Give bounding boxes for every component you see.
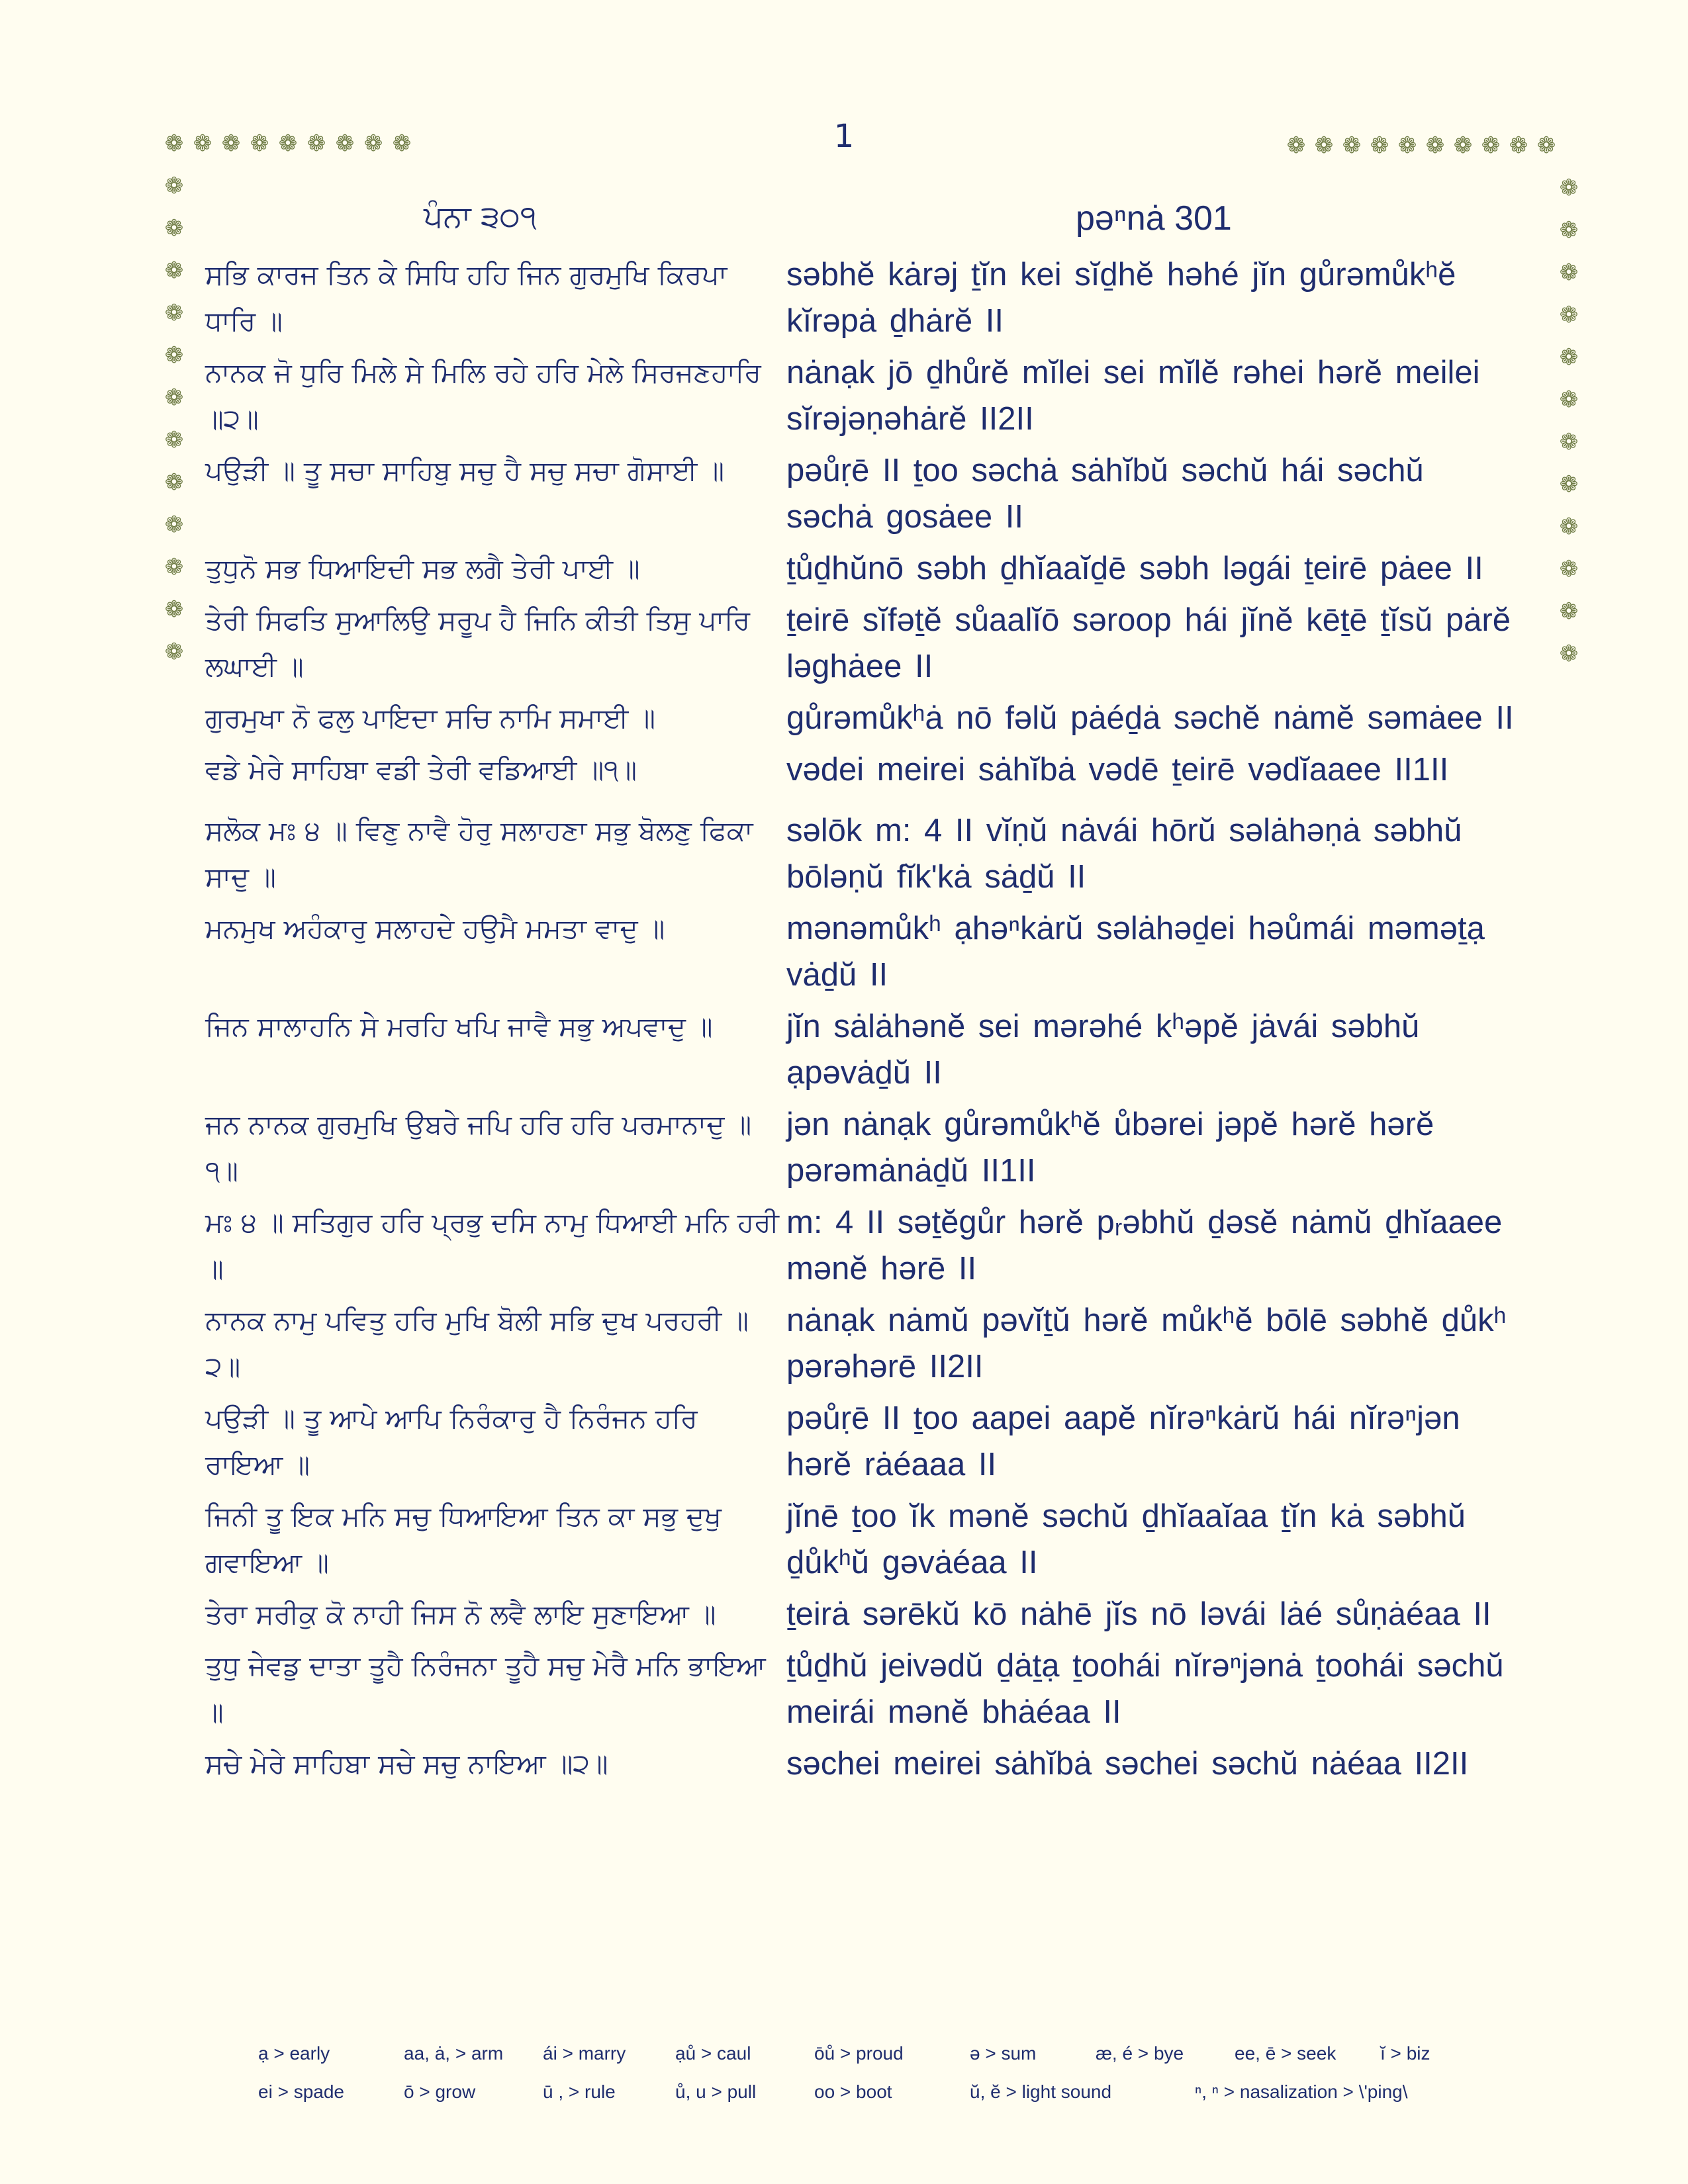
legend-row: [258, 2034, 1516, 2073]
gurmukhi-line: ਪਉੜੀ ॥ ਤੂ ਆਪੇ ਆਪਿ ਨਿਰੰਕਾਰੁ ਹੈ ਨਿਰੰਜਨ ਹਰਿ ਰਾਇਆ ॥: [205, 1402, 698, 1480]
gurmukhi-line: ਸਲੋਕ ਮਃ ੪ ॥ ਵਿਣੁ ਨਾਵੈ ਹੋਰੁ ਸਲਾਹਣਾ ਸਭੁ ਬੋਲਣੁ ਫਿਕਾ ਸਾਦੁ ॥: [205, 815, 753, 893]
gurmukhi-line: ਸਚੇ ਮੇਰੇ ਸਾਹਿਬਾ ਸਚੇ ਸਚੁ ਨਾਇਆ ॥੨॥: [205, 1748, 608, 1780]
verse-row: [205, 1493, 1523, 1586]
flower-ornament-icon: ❁: [335, 130, 355, 157]
verse-row: [205, 807, 1523, 900]
gurmukhi-line: ਪਉੜੀ ॥ ਤੂ ਸਚਾ ਸਾਹਿਬੁ ਸਚੁ ਹੈ ਸਚੁ ਸਚਾ ਗੋਸਾਈ ॥: [205, 455, 725, 486]
transliteration-line: ṯůḏhŭ jeivədŭ ḏȧṯạ ṯoohái nĭrəⁿjənȧ ṯoohái səchŭ meirái mənĕ bhȧéaa II: [786, 1648, 1504, 1730]
gurmukhi-line: ਤੁਧੁਨੋ ਸਭ ਧਿਆਇਦੀ ਸਭ ਲਗੈ ਤੇਰੀ ਪਾਈ ॥: [205, 553, 640, 584]
verse-row: [205, 1643, 1523, 1735]
flower-ornament-icon: ❁: [392, 130, 412, 157]
flower-ornament-icon: ❁: [1314, 132, 1334, 159]
verse-row: [205, 1101, 1523, 1194]
gurmukhi-line: ਨਾਨਕ ਨਾਮੁ ਪਵਿਤੁ ਹਰਿ ਮੁਖਿ ਬੋਲੀ ਸਭਿ ਦੁਖ ਪਰਹਰੀ ॥੨॥: [205, 1304, 749, 1383]
transliteration-line: səchei meirei sȧhĭbȧ səchei səchŭ nȧéaa II2II: [786, 1746, 1469, 1782]
gurmukhi-line: ਜਿਨ ਸਾਲਾਹਨਿ ਸੇ ਮਰਹਿ ਖਪਿ ਜਾਵੈ ਸਭੁ ਅਪਵਾਦੁ ॥: [205, 1011, 713, 1042]
flower-ornament-icon: ❁: [1559, 387, 1579, 413]
flower-ornament-icon: ❁: [1286, 132, 1306, 159]
flower-ornament-icon: ❁: [1370, 132, 1389, 159]
flower-ornament-icon: ❁: [1559, 344, 1579, 371]
verse-row: [205, 597, 1523, 690]
flower-ornament-icon: ❁: [1559, 514, 1579, 540]
page-number: 1: [833, 118, 855, 155]
transliteration-line: jĭn sȧlȧhənĕ sei mərəhé kʰəpĕ jȧvái səbhŭ ạpəvȧḏŭ II: [786, 1009, 1420, 1091]
flower-ornament-icon: ❁: [164, 512, 184, 538]
flower-ornament-icon: ❁: [164, 596, 184, 623]
flower-ornament-icon: ❁: [1425, 132, 1445, 159]
transliteration-line: vədei meirei sȧhĭbȧ vədē ṯeirē vədĭaaee II1II: [786, 752, 1449, 788]
gurmukhi-heading: ਪੰਨਾ ੩੦੧: [424, 199, 537, 234]
flower-ornament-icon: ❁: [306, 130, 326, 157]
legend-row: [258, 2073, 1516, 2111]
verse-row: [205, 1199, 1523, 1292]
legend-item: ạ > early: [258, 2043, 330, 2064]
flower-ornament-icon: ❁: [164, 385, 184, 411]
gurmukhi-line: ਨਾਨਕ ਜੋ ਧੁਰਿ ਮਿਲੇ ਸੇ ਮਿਲਿ ਰਹੇ ਹਰਿ ਮੇਲੇ ਸਿਰਜਣਹਾਰਿ ॥੨॥: [205, 357, 761, 435]
legend-item: ĭ > biz: [1380, 2043, 1430, 2064]
gurmukhi-line: ਮਨਮੁਖ ਅਹੰਕਾਰੁ ਸਲਾਹਦੇ ਹਉਮੈ ਮਮਤਾ ਵਾਦੁ ॥: [205, 913, 665, 944]
verse-row: [205, 695, 1523, 741]
transliteration-line: ṯeirē sĭfəṯĕ sůaalĭō səroop hái jĭnĕ kēṯē ṯĭsŭ pȧrĕ ləghȧee II: [786, 602, 1511, 684]
verse-row: [205, 1395, 1523, 1488]
gurmukhi-line: ਤੁਧੁ ਜੇਵਡੁ ਦਾਤਾ ਤੂਹੈ ਨਿਰੰਜਨਾ ਤੂਹੈ ਸਚੁ ਮੇਰੈ ਮਨਿ ਭਾਇਆ ॥: [205, 1650, 766, 1728]
pronunciation-legend: [258, 2034, 1516, 2111]
transliteration-line: ṯůḏhŭnō səbh ḏhĭaaĭḏē səbh ləgái ṯeirē pȧee II: [786, 551, 1483, 586]
verse-row: [205, 545, 1523, 592]
legend-item: aa, ȧ, > arm: [404, 2043, 504, 2064]
gurmukhi-line: ਸਭਿ ਕਾਰਜ ਤਿਨ ਕੇ ਸਿਧਿ ਹਹਿ ਜਿਨ ਗੁਰਮੁਖਿ ਕਿਰਪਾ ਧਾਰਿ ॥: [205, 259, 727, 337]
verse-table: [205, 251, 1523, 1792]
transliteration-line: səlōk m: 4 II vĭṇŭ nȧvái hōrŭ səlȧhəṇȧ səbhŭ bōləṇŭ fĭk'kȧ sȧḏŭ II: [786, 813, 1462, 895]
verse-row: [205, 251, 1523, 344]
gurmukhi-line: ਗੁਰਮੁਖਾ ਨੋ ਫਲੁ ਪਾਇਦਾ ਸਚਿ ਨਾਮਿ ਸਮਾਈ ॥: [205, 702, 656, 734]
flower-ornament-icon: ❁: [1559, 598, 1579, 625]
flower-ornament-icon: ❁: [164, 215, 184, 242]
gurmukhi-line: ਤੇਰੀ ਸਿਫਤਿ ਸੁਆਲਿਉ ਸਰੂਪ ਹੈ ਜਿਨਿ ਕੀਤੀ ਤਿਸੁ ਪਾਰਿ ਲਘਾਈ ॥: [205, 604, 751, 682]
flower-ornament-icon: ❁: [1397, 132, 1417, 159]
flower-ornament-icon: ❁: [164, 300, 184, 326]
legend-item: ei > spade: [258, 2081, 344, 2102]
flower-ornament-icon: ❁: [1559, 641, 1579, 667]
verse-row: [205, 905, 1523, 998]
legend-item: ů, u > pull: [675, 2081, 757, 2102]
transliteration-line: nȧnạk nȧmŭ pəvĭṯŭ hərĕ můkʰĕ bōlē səbhĕ ḏůkʰ pərəhərē II2II: [786, 1302, 1507, 1385]
legend-item: æ, é > bye: [1096, 2043, 1184, 2064]
flower-ornament-icon: ❁: [193, 130, 212, 157]
legend-item: ee, ē > seek: [1235, 2043, 1336, 2064]
transliteration-line: səbhĕ kȧrəj ṯĭn kei sĭḏhĕ həhé jĭn gůrəmůkʰĕ kĭrəpȧ ḏhȧrĕ II: [786, 257, 1456, 339]
flower-ornament-icon: ❁: [1481, 132, 1501, 159]
legend-item: ŭ, ĕ > light sound: [970, 2081, 1112, 2102]
transliteration-heading: pəⁿnȧ 301: [1076, 199, 1232, 238]
flower-ornament-icon: ❁: [164, 173, 184, 199]
flower-ornament-icon: ❁: [1536, 132, 1556, 159]
flower-ornament-icon: ❁: [1509, 132, 1528, 159]
gurmukhi-line: ਜਿਨੀ ਤੂ ਇਕ ਮਨਿ ਸਚੁ ਧਿਆਇਆ ਤਿਨ ਕਾ ਸਭੁ ਦੁਖੁ ਗਵਾਇਆ ॥: [205, 1500, 722, 1578]
transliteration-line: pəůṛē II ṯoo aapei aapĕ nĭrəⁿkȧrŭ hái nĭrəⁿjən hərĕ rȧéaaa II: [786, 1400, 1460, 1482]
transliteration-line: pəůṛē II ṯoo səchȧ sȧhĭbŭ səchŭ hái səchŭ səchȧ gosȧee II: [786, 453, 1424, 535]
transliteration-line: ṯeirȧ sərēkŭ kō nȧhē jĭs nō ləvái lȧé sůṇȧéaa II: [786, 1596, 1491, 1632]
legend-item: ə > sum: [970, 2043, 1037, 2064]
flower-ornament-icon: ❁: [164, 130, 184, 157]
flower-ornament-icon: ❁: [1559, 259, 1579, 286]
verse-row: [205, 1741, 1523, 1787]
verse-row: [205, 349, 1523, 442]
transliteration-line: mənəmůkʰ ạhəⁿkȧrŭ səlȧhəḏei həůmái məməṯạ vȧḏŭ II: [786, 911, 1485, 993]
legend-item: ái > marry: [543, 2043, 626, 2064]
flower-ornament-icon: ❁: [1559, 217, 1579, 244]
transliteration-line: nȧnạk jō ḏhůrĕ mĭlei sei mĭlĕ rəhei hərĕ meilei sĭrəjəṇəhȧrĕ II2II: [786, 355, 1480, 437]
gurmukhi-line: ਮਃ ੪ ॥ ਸਤਿਗੁਰ ਹਰਿ ਪ੍ਰਭੁ ਦਸਿ ਨਾਮੁ ਧਿਆਈ ਮਨਿ ਹਰੀ ॥: [205, 1206, 779, 1285]
transliteration-line: jĭnē ṯoo ĭk mənĕ səchŭ ḏhĭaaĭaa ṯĭn kȧ səbhŭ ḏůkʰŭ gəvȧéaa II: [786, 1498, 1466, 1580]
flower-ornament-icon: ❁: [1559, 471, 1579, 498]
flower-ornament-icon: ❁: [164, 639, 184, 665]
flower-ornament-icon: ❁: [250, 130, 269, 157]
verse-row: [205, 1591, 1523, 1637]
gurmukhi-line: ਤੇਰਾ ਸਰੀਕੁ ਕੋ ਨਾਹੀ ਜਿਸ ਨੋ ਲਵੈ ਲਾਇ ਸੁਣਾਇਆ ॥: [205, 1598, 716, 1630]
flower-ornament-icon: ❁: [1559, 556, 1579, 582]
flower-ornament-icon: ❁: [1342, 132, 1362, 159]
verse-row: [205, 1003, 1523, 1096]
flower-ornament-icon: ❁: [221, 130, 241, 157]
flower-ornament-icon: ❁: [1559, 302, 1579, 328]
legend-item: ⁿ, ⁿ > nasalization > \'ping\: [1195, 2081, 1408, 2102]
flower-ornament-icon: ❁: [164, 342, 184, 369]
flower-ornament-icon: ❁: [278, 130, 298, 157]
legend-item: ạů > caul: [675, 2043, 751, 2064]
flower-ornament-icon: ❁: [164, 257, 184, 284]
flower-ornament-icon: ❁: [164, 427, 184, 453]
verse-row: [205, 1297, 1523, 1390]
transliteration-line: m: 4 II səṯĕgůr hərĕ pᵣəbhŭ ḏəsĕ nȧmŭ ḏhĭaaee mənĕ hərē II: [786, 1205, 1503, 1287]
gurmukhi-line: ਜਨ ਨਾਨਕ ਗੁਰਮੁਖਿ ਉਬਰੇ ਜਪਿ ਹਰਿ ਹਰਿ ਪਰਮਾਨਾਦੁ ॥੧॥: [205, 1109, 752, 1187]
flower-ornament-icon: ❁: [1559, 429, 1579, 455]
verse-row: [205, 747, 1523, 793]
legend-item: ō > grow: [404, 2081, 476, 2102]
flower-ornament-icon: ❁: [164, 554, 184, 580]
transliteration-line: gůrəmůkʰȧ nō fəlŭ pȧéḏȧ səchĕ nȧmĕ səmȧee II: [786, 700, 1514, 736]
flower-ornament-icon: ❁: [164, 469, 184, 496]
transliteration-line: jən nȧnạk gůrəmůkʰĕ ůbərei jəpĕ hərĕ hərĕ pərəmȧnȧḏŭ II1II: [786, 1107, 1434, 1189]
gurmukhi-line: ਵਡੇ ਮੇਰੇ ਸਾਹਿਬਾ ਵਡੀ ਤੇਰੀ ਵਡਿਆਈ ॥੧॥: [205, 754, 637, 786]
legend-item: ū , > rule: [543, 2081, 616, 2102]
verse-row: [205, 447, 1523, 540]
legend-item: oo > boot: [814, 2081, 892, 2102]
flower-ornament-icon: ❁: [363, 130, 383, 157]
flower-ornament-icon: ❁: [1453, 132, 1473, 159]
legend-item: ōů > proud: [814, 2043, 904, 2064]
flower-ornament-icon: ❁: [1559, 175, 1579, 201]
